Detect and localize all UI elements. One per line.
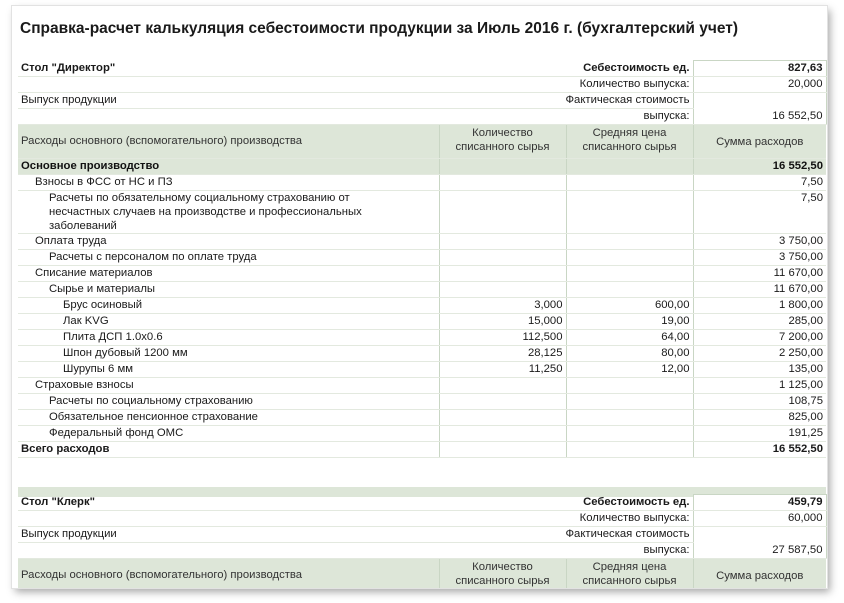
- expense-row: [18, 410, 826, 426]
- expense-qty: [439, 266, 566, 282]
- expense-sum: 108,75: [693, 394, 826, 410]
- expense-qty: [439, 234, 566, 250]
- expense-sum: 11 670,00: [693, 266, 826, 282]
- fact-cost-value: 16 552,50: [693, 109, 826, 125]
- unit-cost-value: 827,63: [693, 61, 826, 77]
- expense-qty: 11,250: [439, 362, 566, 378]
- expense-sum: 825,00: [693, 410, 826, 426]
- fact-cost-label-1: Фактическая стоимость: [439, 93, 693, 109]
- expense-row: [18, 191, 826, 234]
- product-name: Стол "Директор": [18, 61, 439, 77]
- expense-price: [566, 426, 693, 442]
- expense-name: Обязательное пенсионное страхование: [18, 410, 439, 426]
- expense-qty: 15,000: [439, 314, 566, 330]
- output-label: Выпуск продукции: [18, 93, 439, 109]
- expense-name: Плита ДСП 1.0x0.6: [18, 330, 439, 346]
- expense-row: [18, 266, 826, 282]
- expense-price: [566, 175, 693, 191]
- expense-price: [566, 250, 693, 266]
- expense-price: [566, 159, 693, 175]
- expense-sum: 191,25: [693, 426, 826, 442]
- expense-qty: [439, 250, 566, 266]
- expense-row: [18, 394, 826, 410]
- expense-row: [18, 362, 826, 378]
- expense-price: 19,00: [566, 314, 693, 330]
- expense-qty: 112,500: [439, 330, 566, 346]
- product-block-director: [18, 60, 827, 458]
- expense-row: [18, 282, 826, 298]
- expense-name: Основное производство: [18, 159, 439, 175]
- report-sheet: [12, 6, 827, 588]
- expense-price: [566, 410, 693, 426]
- expense-qty: [439, 159, 566, 175]
- expense-name: Взносы в ФСС от НС и ПЗ: [18, 175, 439, 191]
- report-title: Справка-расчет калькуляция себестоимости продукции за Июль 2016 г. (бухгалтерский учет): [20, 20, 739, 37]
- column-header-qty: Количество списанного сырья: [439, 125, 566, 159]
- expense-sum: 11 670,00: [693, 282, 826, 298]
- output-qty-value: 20,000: [693, 77, 826, 93]
- fact-cost-label-2: выпуска:: [439, 543, 693, 559]
- expense-price: 64,00: [566, 330, 693, 346]
- expense-row: [18, 426, 826, 442]
- unit-cost-value: 459,79: [693, 495, 826, 511]
- expense-price: [566, 266, 693, 282]
- output-qty-value: 60,000: [693, 511, 826, 527]
- expense-name: Лак KVG: [18, 314, 439, 330]
- fact-cost-value: 27 587,50: [693, 543, 826, 559]
- expense-price: [566, 191, 693, 234]
- unit-cost-label: Себестоимость ед.: [439, 61, 693, 77]
- product-name: Стол "Клерк": [18, 495, 439, 511]
- expense-sum: 7 200,00: [693, 330, 826, 346]
- fact-cost-label-2: выпуска:: [439, 109, 693, 125]
- expense-row: [18, 250, 826, 266]
- expense-price: 12,00: [566, 362, 693, 378]
- expense-sum: 285,00: [693, 314, 826, 330]
- expense-qty: [439, 426, 566, 442]
- expense-qty: [439, 378, 566, 394]
- expense-sum: 1 800,00: [693, 298, 826, 314]
- expense-qty: [439, 191, 566, 234]
- expense-sum: 135,00: [693, 362, 826, 378]
- expense-row: [18, 378, 826, 394]
- expense-name: Брус осиновый: [18, 298, 439, 314]
- total-label: Всего расходов: [18, 442, 439, 458]
- expense-row: [18, 175, 826, 191]
- expense-price: 80,00: [566, 346, 693, 362]
- expense-rows: [18, 159, 826, 442]
- expense-price: [566, 394, 693, 410]
- expense-name: Оплата труда: [18, 234, 439, 250]
- expense-qty: [439, 410, 566, 426]
- expense-sum: 3 750,00: [693, 250, 826, 266]
- expense-sum: 1 125,00: [693, 378, 826, 394]
- expense-qty: 3,000: [439, 298, 566, 314]
- expense-row: [18, 234, 826, 250]
- column-header-price: Средняя цена списанного сырья: [566, 559, 693, 589]
- expense-name: Федеральный фонд ОМС: [18, 426, 439, 442]
- expense-price: [566, 282, 693, 298]
- column-header-sum: Сумма расходов: [693, 125, 826, 159]
- expense-price: [566, 378, 693, 394]
- column-header-expenses: Расходы основного (вспомогательного) производства: [18, 559, 439, 589]
- expense-name: Расчеты с персоналом по оплате труда: [18, 250, 439, 266]
- output-qty-label: Количество выпуска:: [439, 77, 693, 93]
- expense-price: 600,00: [566, 298, 693, 314]
- expense-name: Шпон дубовый 1200 мм: [18, 346, 439, 362]
- expense-qty: [439, 175, 566, 191]
- column-header-expenses: Расходы основного (вспомогательного) производства: [18, 125, 439, 159]
- expense-qty: 28,125: [439, 346, 566, 362]
- total-value: 16 552,50: [693, 442, 826, 458]
- expense-name: Шурупы 6 мм: [18, 362, 439, 378]
- output-label: Выпуск продукции: [18, 527, 439, 543]
- fact-cost-label-1: Фактическая стоимость: [439, 527, 693, 543]
- column-header-qty: Количество списанного сырья: [439, 559, 566, 589]
- expense-qty: [439, 394, 566, 410]
- expense-sum: 2 250,00: [693, 346, 826, 362]
- expense-row: [18, 330, 826, 346]
- expense-name: Списание материалов: [18, 266, 439, 282]
- expense-row: [18, 346, 826, 362]
- expense-name: Расчеты по обязательному социальному страхованию от несчастных случаев на производстве и профессиональных заболеваний: [18, 191, 439, 234]
- expense-name: Страховые взносы: [18, 378, 439, 394]
- column-header-sum: Сумма расходов: [693, 559, 826, 589]
- expense-name: Расчеты по социальному страхованию: [18, 394, 439, 410]
- output-qty-label: Количество выпуска:: [439, 511, 693, 527]
- expense-sum: 7,50: [693, 175, 826, 191]
- expense-row: [18, 314, 826, 330]
- expense-price: [566, 234, 693, 250]
- expense-qty: [439, 282, 566, 298]
- expense-sum: 7,50: [693, 191, 826, 234]
- expense-sum: 3 750,00: [693, 234, 826, 250]
- expense-row: [18, 298, 826, 314]
- product-block-clerk: [18, 494, 827, 588]
- main-production-row: [18, 159, 826, 175]
- expense-name: Сырье и материалы: [18, 282, 439, 298]
- expense-sum: 16 552,50: [693, 159, 826, 175]
- column-header-price: Средняя цена списанного сырья: [566, 125, 693, 159]
- unit-cost-label: Себестоимость ед.: [439, 495, 693, 511]
